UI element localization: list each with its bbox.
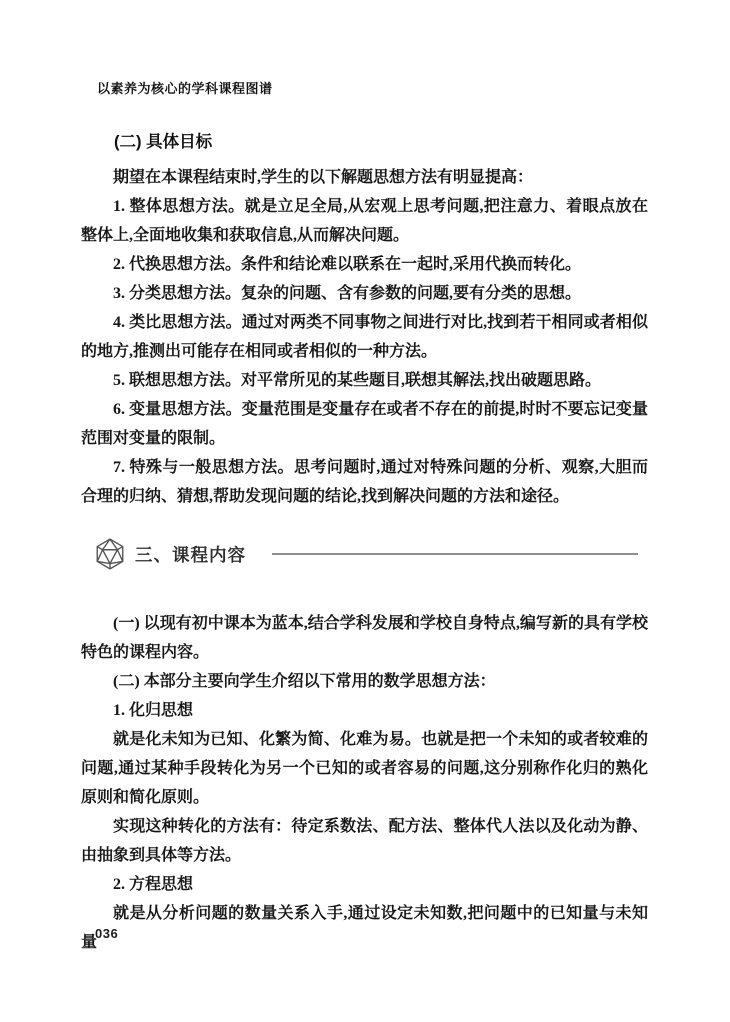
section-heading-row	[81, 536, 648, 572]
content-subhead-fangcheng: 2. 方程思想	[113, 876, 194, 893]
page-number: 036	[95, 926, 119, 941]
page-content	[81, 130, 648, 957]
content-huagui-methods: 实现这种转化的方法有：待定系数法、配方法、整体代人法以及化动为静、由抽象到具体等方法。	[81, 818, 648, 864]
content-huagui-body: 就是化未知为已知、化繁为简、化难为易。也就是把一个未知的或者较难的问题,通过某种手段转化为另一个已知的或者容易的问题,这分别称作化归的熟化原则和简化原则。	[81, 731, 648, 806]
goal-item-4: 4. 类比思想方法。通过对两类不同事物之间进行对比,找到若干相同或者相似的地方,推测出可能存在相同或者相似的一种方法。	[81, 314, 648, 360]
running-head: 以素养为核心的学科课程图谱	[97, 81, 273, 96]
goal-item-1: 1. 整体思想方法。就是立足全局,从宏观上思考问题,把注意力、着眼点放在整体上,全面地收集和获取信息,从而解决问题。	[81, 198, 648, 244]
section-divider-rule	[272, 553, 638, 555]
section-title: 三、课程内容	[135, 544, 246, 565]
goals-intro-paragraph: 期望在本课程结束时,学生的以下解题思想方法有明显提高：	[113, 169, 534, 186]
goal-item-5: 5. 联想思想方法。对平常所见的某些题目,联想其解法,找出破题思路。	[113, 372, 602, 389]
goal-item-6: 6. 变量思想方法。变量范围是变量存在或者不存在的前提,时时不要忘记变量范围对变量的限制。	[81, 401, 648, 447]
goal-item-3: 3. 分类思想方法。复杂的问题、含有参数的问题,要有分类的思想。	[113, 285, 582, 302]
goal-item-7: 7. 特殊与一般思想方法。思考问题时,通过对特殊问题的分析、观察,大胆而合理的归纳、猜想,帮助发现问题的结论,找到解决问题的方法和途径。	[81, 459, 648, 505]
goals-section-heading: (二) 具体目标	[114, 133, 213, 151]
content-fangcheng-body: 就是从分析问题的数量关系入手,通过设定未知数,把问题中的已知量与未知量	[81, 905, 648, 951]
polyhedron-icon	[93, 537, 127, 571]
content-subhead-huagui: 1. 化归思想	[113, 702, 194, 719]
content-item-1: (一) 以现有初中课本为蓝本,结合学科发展和学校自身特点,编写新的具有学校特色的课程内容。	[81, 615, 648, 661]
content-item-2: (二) 本部分主要向学生介绍以下常用的数学思想方法：	[113, 673, 496, 690]
goal-item-2: 2. 代换思想方法。条件和结论难以联系在一起时,采用代换而转化。	[113, 256, 582, 273]
